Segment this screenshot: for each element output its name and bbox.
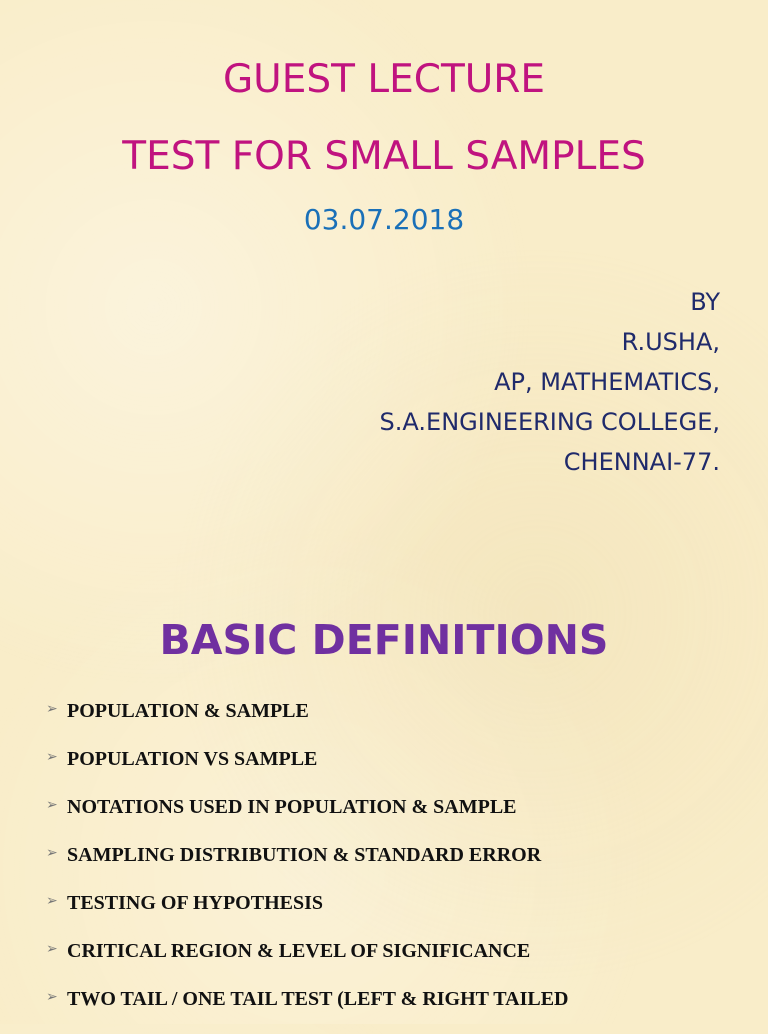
arrow-bullet-icon: ➢: [46, 845, 58, 861]
list-item: [46, 746, 568, 794]
arrow-bullet-icon: ➢: [46, 989, 58, 1005]
title-line-1: GUEST LECTURE: [222, 57, 546, 102]
list-item-text: TESTING OF HYPOTHESIS: [67, 892, 323, 914]
list-item: [46, 842, 568, 890]
author-city: CHENNAI-77.: [563, 448, 720, 476]
list-item-text: SAMPLING DISTRIBUTION & STANDARD ERROR: [67, 844, 542, 866]
list-item-text: POPULATION & SAMPLE: [67, 700, 309, 722]
definitions-heading: BASIC DEFINITIONS: [159, 616, 609, 664]
arrow-bullet-icon: ➢: [46, 893, 58, 909]
list-item-text: POPULATION VS SAMPLE: [67, 748, 318, 770]
title-slide: [0, 0, 768, 512]
definitions-slide: [0, 512, 768, 1024]
title-line-2: TEST FOR SMALL SAMPLES: [122, 134, 646, 179]
list-item-text: TWO TAIL / ONE TAIL TEST (LEFT & RIGHT TAILED: [67, 988, 569, 1010]
lecture-date: 03.07.2018: [303, 203, 465, 236]
list-item: [46, 986, 568, 1034]
list-item: [46, 698, 568, 746]
arrow-bullet-icon: ➢: [46, 797, 58, 813]
list-item: [46, 794, 568, 842]
definitions-list: [46, 698, 568, 1034]
arrow-bullet-icon: ➢: [46, 701, 58, 717]
author-by: BY: [690, 288, 720, 316]
list-item: [46, 938, 568, 986]
list-item-text: NOTATIONS USED IN POPULATION & SAMPLE: [67, 796, 517, 818]
author-name: R.USHA,: [621, 328, 720, 356]
list-item: [46, 890, 568, 938]
author-college: S.A.ENGINEERING COLLEGE,: [379, 408, 720, 436]
arrow-bullet-icon: ➢: [46, 941, 58, 957]
author-designation: AP, MATHEMATICS,: [494, 368, 720, 396]
arrow-bullet-icon: ➢: [46, 749, 58, 765]
author-block: [380, 288, 720, 488]
list-item-text: CRITICAL REGION & LEVEL OF SIGNIFICANCE: [67, 940, 531, 962]
